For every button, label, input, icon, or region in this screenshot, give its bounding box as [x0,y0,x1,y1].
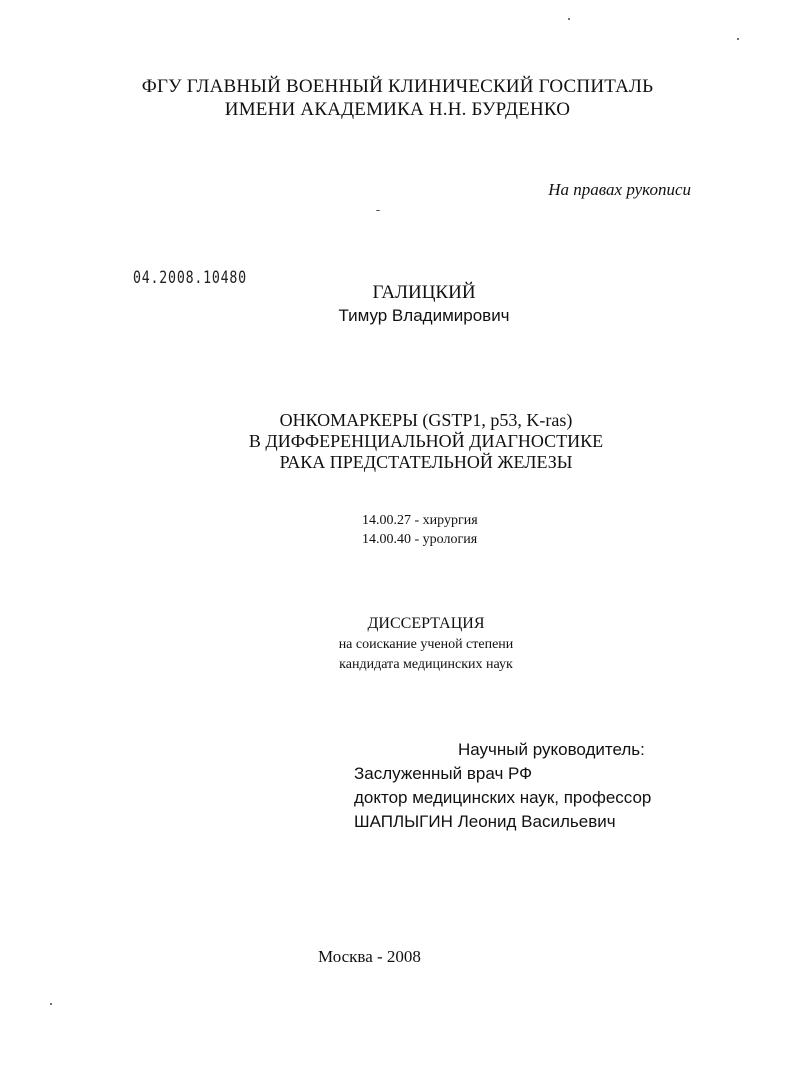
degree-description [0,635,795,675]
supervisor-label: Научный руководитель: [458,740,645,759]
title-line-1: ОНКОМАРКЕРЫ (GSTP1, p53, K-ras) [279,410,573,430]
scan-speck [568,18,570,20]
institution-line-1: ФГУ ГЛАВНЫЙ ВОЕННЫЙ КЛИНИЧЕСКИЙ ГОСПИТАЛЬ [141,76,654,97]
scan-speck [737,38,739,40]
city-year: Москва - 2008 [318,947,421,966]
author-name: Тимур Владимирович [338,306,510,325]
specialty-code: 14.00.27 - хирургия [362,513,478,528]
institution-line-2: ИМЕНИ АКАДЕМИКА Н.Н. БУРДЕНКО [224,99,571,120]
supervisor-line-3: ШАПЛЫГИН Леонид Васильевич [354,812,616,831]
author-surname: ГАЛИЦКИЙ [372,282,476,303]
degree-line-1: на соискание ученой степени [338,637,514,652]
supervisor-details [354,762,651,834]
institution-name [0,75,795,121]
supervisor-line-1: Заслуженный врач РФ [354,764,533,783]
manuscript-note: На правах рукописи [548,180,691,199]
specialty-code: 14.00.40 - урология [362,532,478,547]
dissertation-label: ДИССЕРТАЦИЯ [367,615,485,632]
registration-number-stamp: 04.2008.10480 [133,268,247,288]
degree-line-2: кандидата медицинских наук [339,657,513,672]
specialty-codes [362,511,478,549]
scan-speck [376,210,380,211]
title-line-2: В ДИФФЕРЕНЦИАЛЬНОЙ ДИАГНОСТИКЕ [248,431,604,451]
supervisor-line-2: доктор медицинских наук, профессор [354,788,652,807]
scan-speck [50,1003,52,1005]
title-line-3: РАКА ПРЕДСТАТЕЛЬНОЙ ЖЕЛЕЗЫ [279,452,573,472]
dissertation-title [0,410,795,473]
